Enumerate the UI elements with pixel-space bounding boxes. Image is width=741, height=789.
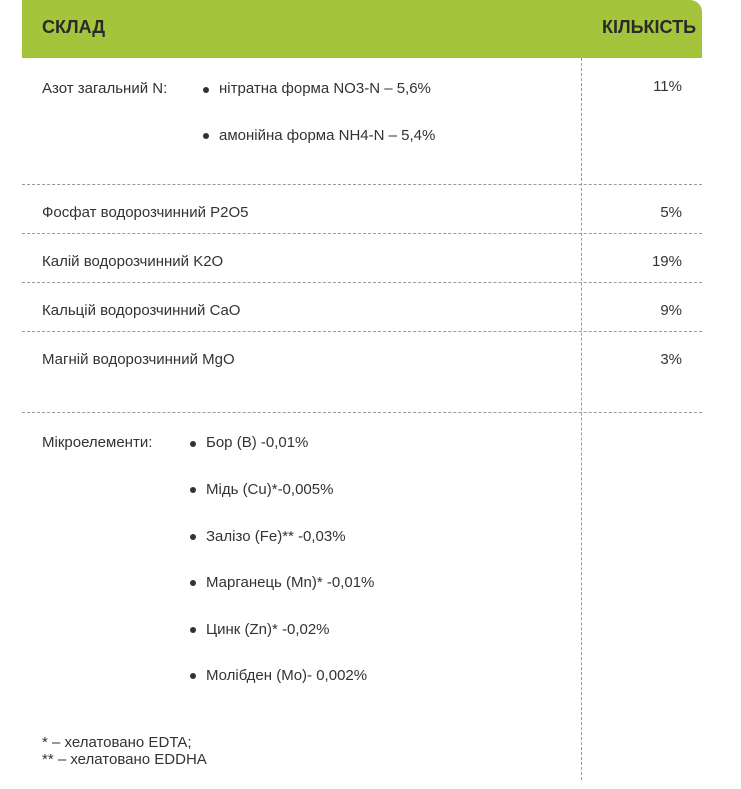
bullet-icon [190,441,196,447]
row-label: Кальцій водорозчинний CaO [42,302,241,319]
micro-item: Бор (B) -0,01% [206,434,309,451]
row-value: 19% [651,253,682,270]
row-value: 9% [660,302,682,319]
bullet-icon [190,627,196,633]
column-divider [581,58,582,780]
footnote-eddha: ** – хелатовано EDDHA [42,751,207,768]
composition-table [22,0,702,789]
nitrogen-item: амонійна форма NH4-N – 5,4% [219,127,436,144]
table-header [22,0,702,58]
micro-item: Марганець (Mn)* -0,01% [206,574,375,591]
row-label: Магній водорозчинний MgO [42,351,235,368]
micro-item: Мідь (Cu)*-0,005% [206,481,334,498]
micro-label: Мікроелементи: [42,434,153,451]
bullet-icon [190,580,196,586]
header-composition: СКЛАД [42,17,106,37]
nitrogen-item: нітратна форма NO3-N – 5,6% [219,80,431,97]
row-divider [22,412,702,413]
micro-item: Залізо (Fe)** -0,03% [206,528,346,545]
row-divider [22,331,702,332]
row-label: Фосфат водорозчинний P2O5 [42,204,249,221]
row-label: Калій водорозчинний K2O [42,253,224,270]
row-value: 3% [660,351,682,368]
bullet-icon [203,133,209,139]
row-divider [22,184,702,185]
row-value: 5% [660,204,682,221]
micro-item: Молібден (Mo)- 0,002% [206,667,368,684]
micro-item: Цинк (Zn)* -0,02% [206,621,330,638]
header-quantity: КІЛЬКІСТЬ [602,17,697,37]
nitrogen-label: Азот загальний N: [42,80,168,97]
nitrogen-value: 11% [653,78,682,95]
row-divider [22,233,702,234]
row-divider [22,282,702,283]
bullet-icon [190,673,196,679]
bullet-icon [203,87,209,93]
bullet-icon [190,534,196,540]
footnote-edta: * – хелатовано EDTA; [42,734,192,751]
bullet-icon [190,487,196,493]
